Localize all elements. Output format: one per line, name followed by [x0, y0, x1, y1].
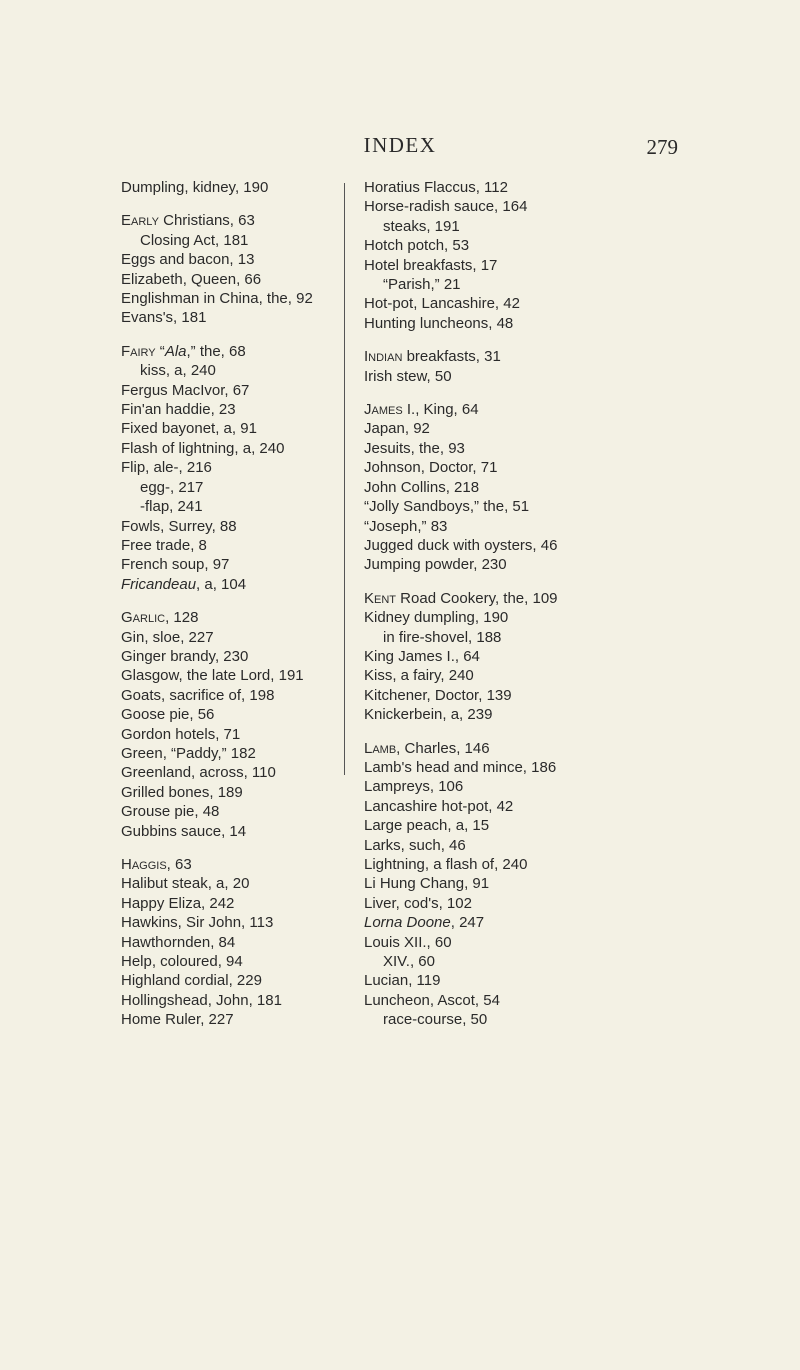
index-entry: Fowls, Surrey, 88: [121, 517, 237, 535]
index-entry: Larks, such, 46: [364, 836, 466, 854]
index-entry: Free trade, 8: [121, 536, 207, 554]
index-entry: Luncheon, Ascot, 54: [364, 991, 500, 1009]
index-entry: Indian breakfasts, 31: [364, 348, 501, 366]
index-entry: Lampreys, 106: [364, 778, 464, 796]
index-entry: Lamb's head and mince, 186: [364, 758, 557, 776]
index-entry: Lorna Doone, 247: [364, 914, 485, 932]
index-entry: Home Ruler, 227: [121, 1011, 234, 1029]
index-entry: Lightning, a flash of, 240: [364, 856, 528, 873]
index-entry: Eggs and bacon, 13: [121, 251, 255, 269]
index-entry: Flip, ale-, 216: [121, 459, 212, 477]
index-subentry: steaks, 191: [383, 217, 460, 235]
index-entry: French soup, 97: [121, 556, 230, 574]
index-entry: Kent Road Cookery, the, 109: [364, 589, 558, 607]
page-number: 279: [646, 135, 678, 159]
index-letter-group: [121, 178, 341, 197]
index-letter-group: [364, 347, 694, 386]
index-entry: Green, “Paddy,” 182: [121, 744, 256, 762]
index-entry: Elizabeth, Queen, 66: [121, 270, 262, 288]
index-entry: Englishman in China, the, 92: [121, 290, 313, 308]
index-entry: Large peach, a, 15: [364, 817, 490, 835]
index-entry: Hot-pot, Lancashire, 42: [364, 295, 520, 313]
index-entry: Liver, cod's, 102: [364, 894, 472, 912]
index-entry: Gin, sloe, 227: [121, 628, 214, 646]
index-letter-group: [364, 739, 694, 1030]
column-divider: [344, 183, 345, 775]
index-entry: King James I., 64: [364, 647, 480, 665]
index-entry: Hunting luncheons, 48: [364, 314, 514, 332]
index-subentry: egg-, 217: [140, 478, 204, 496]
index-entry: Fergus MacIvor, 67: [121, 381, 250, 399]
index-entry: Fin'an haddie, 23: [121, 401, 236, 419]
index-entry: Dumpling, kidney, 190: [121, 179, 269, 196]
index-entry: Goose pie, 56: [121, 706, 215, 724]
index-entry: Hotch potch, 53: [364, 237, 470, 255]
index-entry: Gubbins sauce, 14: [121, 822, 247, 840]
index-entry: Johnson, Doctor, 71: [364, 459, 498, 477]
index-entry: Hotel breakfasts, 17: [364, 256, 498, 274]
index-subentry: in fire-shovel, 188: [383, 628, 502, 646]
index-letter-group: [121, 608, 341, 841]
index-entry: Jugged duck with oysters, 46: [364, 536, 558, 554]
index-entry: “Joseph,” 83: [364, 517, 448, 535]
index-letter-group: [121, 342, 341, 594]
index-entry: Greenland, across, 110: [121, 764, 276, 782]
index-column-right: [364, 178, 694, 1044]
index-entry: John Collins, 218: [364, 478, 480, 496]
page-header: [0, 133, 800, 163]
page-title: INDEX: [363, 133, 437, 157]
index-subentry: “Parish,” 21: [383, 276, 461, 294]
index-entry: Lamb, Charles, 146: [364, 739, 490, 757]
index-entry: Evans's, 181: [121, 309, 207, 327]
index-entry: Horatius Flaccus, 112: [364, 179, 508, 196]
index-entry: Knickerbein, a, 239: [364, 706, 493, 724]
index-letter-group: [364, 178, 694, 333]
index-letter-group: [121, 211, 341, 327]
index-entry: Goats, sacrifice of, 198: [121, 686, 275, 704]
index-entry: Lancashire hot-pot, 42: [364, 797, 514, 815]
index-letter-group: [121, 855, 341, 1030]
index-entry: “Jolly Sandboys,” the, 51: [364, 498, 530, 516]
index-entry: Garlic, 128: [121, 609, 199, 627]
index-entry: Happy Eliza, 242: [121, 894, 235, 912]
index-entry: Highland cordial, 229: [121, 972, 262, 990]
index-entry: Irish stew, 50: [364, 367, 452, 385]
index-column-left: [121, 178, 341, 1044]
index-subentry: race-course, 50: [383, 1011, 488, 1029]
index-entry: Hollingshead, John, 181: [121, 991, 282, 1009]
index-subentry: kiss, a, 240: [140, 362, 216, 380]
index-entry: Grouse pie, 48: [121, 803, 220, 821]
index-entry: Early Christians, 63: [121, 212, 255, 230]
index-entry: Kitchener, Doctor, 139: [364, 686, 512, 704]
index-entry: Help, coloured, 94: [121, 953, 243, 971]
index-entry: Louis XII., 60: [364, 933, 452, 951]
index-subentry: XIV., 60: [383, 953, 435, 971]
index-entry: Hawthornden, 84: [121, 933, 236, 951]
index-entry: Flash of lightning, a, 240: [121, 439, 285, 457]
index-entry: Haggis, 63: [121, 856, 192, 873]
index-entry: Fairy “Ala,” the, 68: [121, 342, 246, 360]
index-entry: Lucian, 119: [364, 972, 441, 990]
index-letter-group: [364, 400, 694, 575]
index-letter-group: [364, 589, 694, 725]
index-entry: Gordon hotels, 71: [121, 725, 241, 743]
index-entry: Fricandeau, a, 104: [121, 575, 247, 593]
index-entry: Jumping powder, 230: [364, 556, 507, 574]
index-entry: Halibut steak, a, 20: [121, 875, 250, 893]
index-subentry: Closing Act, 181: [140, 231, 249, 249]
index-entry: Japan, 92: [364, 420, 430, 438]
index-entry: James I., King, 64: [364, 401, 479, 419]
index-entry: Glasgow, the late Lord, 191: [121, 667, 304, 685]
index-entry: Kiss, a fairy, 240: [364, 667, 474, 685]
index-entry: Jesuits, the, 93: [364, 439, 465, 457]
index-subentry: -flap, 241: [140, 498, 203, 516]
index-entry: Fixed bayonet, a, 91: [121, 420, 257, 438]
index-entry: Grilled bones, 189: [121, 783, 243, 801]
index-entry: Kidney dumpling, 190: [364, 609, 509, 627]
index-entry: Hawkins, Sir John, 113: [121, 914, 274, 932]
index-entry: Ginger brandy, 230: [121, 647, 249, 665]
index-entry: Horse-radish sauce, 164: [364, 198, 528, 216]
index-entry: Li Hung Chang, 91: [364, 875, 490, 893]
